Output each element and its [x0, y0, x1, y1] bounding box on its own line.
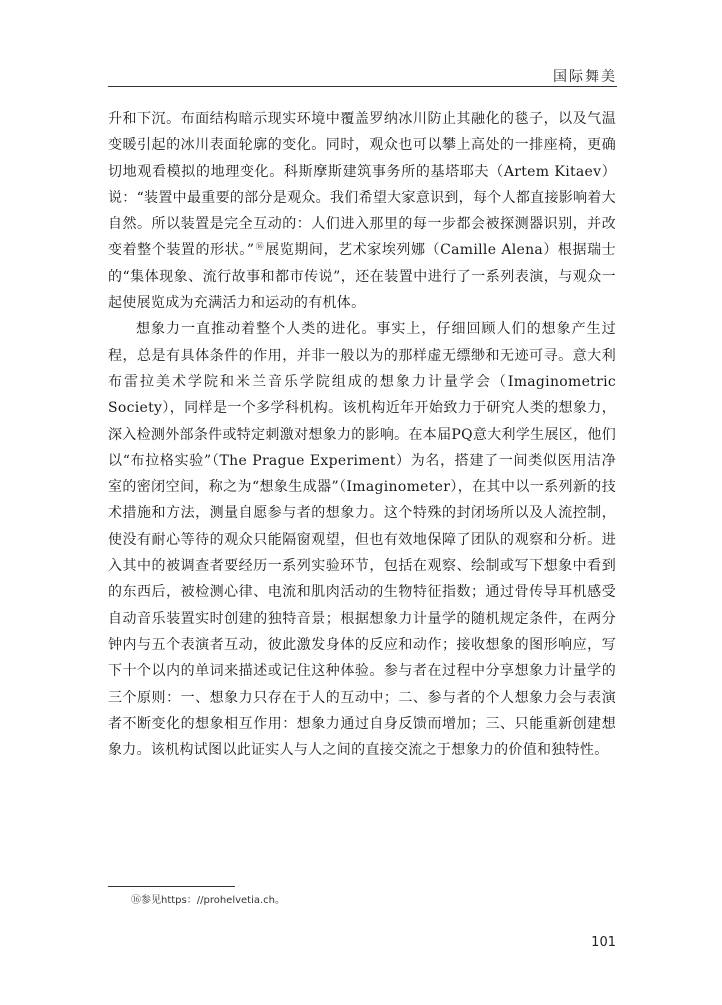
paragraph-continuation: [108, 106, 616, 316]
footnote-rule: [108, 886, 235, 887]
body-text: [108, 106, 616, 763]
footnote: ⑯参见https：//prohelvetia.ch。: [131, 895, 286, 906]
header-rule: [108, 86, 617, 87]
paragraph-1-part-1: 升和下沉。布面结构暗示现实环境中覆盖罗纳冰川防止其融化的毯子，以及气温变暖引起的冰川表面轮廓的变化。同时，观众也可以攀上高处的一排座椅，更确切地观看模拟的地理变化。科斯摩斯建筑事务所的基塔耶夫（Artem Kitaev）说：“装置中最重要的部分是观众。我们希望大家意识到，每个人都直接影响着大自然。所以装置是完全互动的：人们进入那里的每一步都会被探测器识别，并改变着整个装置的形状。”: [108, 111, 616, 259]
paragraph-imagination: 想象力一直推动着整个人类的进化。事实上，仔细回顾人们的想象产生过程，总是有具体条件的作用，并非一般以为的那样虚无缥缈和无迹可寻。意大利布雷拉美术学院和米兰音乐学院组成的想象力计量学会（Imaginometric Society），同样是一个多学科机构。该机构近年开始致力于研究人类的想象力，深入检测外部条件或特定刺激对想象力的影响。在本届PQ意大利学生展区，他们以“布拉格实验”（The Prague Experiment）为名，搭建了一间类似医用洁净室的密闭空间，称之为“想象生成器”（Imaginometer），在其中以一系列新的技术措施和方法，测量自愿参与者的想象力。这个特殊的封闭场所以及人流控制，使没有耐心等待的观众只能隔窗观望，但也有效地保障了团队的观察和分析。进入其中的被调查者要经历一系列实验环节，包括在观察、绘制或写下想象中看到的东西后，被检测心律、电流和肌肉活动的生物特征指数；通过骨传导耳机感受自动音乐装置实时创建的独特音景；根据想象力计量学的随机规定条件，在两分钟内与五个表演者互动，彼此激发身体的反应和动作；接收想象的图形响应，写下十个以内的单词来描述或记住这种体验。参与者在过程中分享想象力计量学的三个原则：一、想象力只存在于人的互动中；二、参与者的个人想象力会与表演者不断变化的想象相互作用：想象力通过自身反馈而增加；三、只能重新创建想象力。该机构试图以此证实人与人之间的直接交流之于想象力的价值和独特性。: [108, 321, 616, 759]
footnote-reference[interactable]: ⑯: [255, 241, 265, 251]
page-number: 101: [591, 935, 616, 950]
running-header-title: 国际舞美: [553, 69, 617, 85]
paragraph-1-part-2: 展览期间，艺术家埃列娜（Camille Alena）根据瑞士的“集体现象、流行故事和都市传说”，还在装置中进行了一系列表演，与观众一起使展览成为充满活力和运动的有机体。: [108, 242, 616, 312]
